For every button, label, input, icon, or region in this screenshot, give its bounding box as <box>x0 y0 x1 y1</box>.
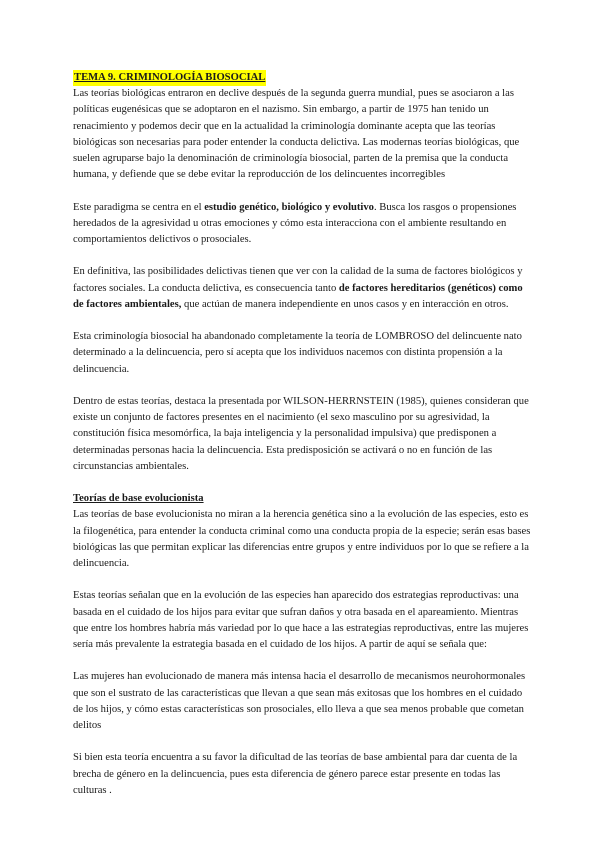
paragraph-strategies: Estas teorías señalan que en la evolución de las especies han aparecido dos estrategias reproductivas: una basada en el cuidado de los hijos para evitar que sufran daños y otra basada en el apareamiento. Mientras que entre los hombres habría más variedad por lo que hace a las estrategias reproductivas, entre las mujeres sería más prevalente la estrategia basada en el cuidado de los hijos. A partir de aquí se señala que: <box>73 590 529 651</box>
paragraph-factors-text-c: que actúan de manera independiente en unos casos y en interacción en otros. <box>181 298 509 310</box>
paragraph-factors-emphasis: de factores hereditarios (genéticos) como de factores ambientales, <box>73 282 523 310</box>
section-heading-evolutionist: Teorías de base evolucionista <box>73 493 204 505</box>
paragraph-intro: Las teorías biológicas entraron en declive después de la segunda guerra mundial, pues se asociaron a las políticas eugenésicas que se adoptaron en el nazismo. Sin embargo, a partir de 1975 han tenido un renacimiento y podemos decir que en la actualidad la criminología dominante acepta que las teorías biológicas son necesarias para poder entender la conducta delictiva. Las modernas teorías biológicas, que suelen agruparse bajo la denominación de criminología biosocial, parten de la premisa que la conducta humana, y defiende que se debe evitar la reproducción de los delincuentes incorregibles <box>73 88 520 181</box>
paragraph-evolutionist: Las teorías de base evolucionista no miran a la herencia genética sino a la evolución de las especies, esto es la filogenética, para entender la conducta criminal como una conducta propia de la especie; serán esas bases biológicas las que permitan explicar las diferencias entre grupos y entre individuos por lo que se refiere a la delincuencia. <box>73 509 531 570</box>
paragraph-factors-text-a: En definitiva, las posibilidades delictivas tienen que ver con la calidad de la suma de factores biológicos y factores sociales. La conducta delictiva, es consecuencia tanto <box>73 266 523 294</box>
paragraph-paradigm-emphasis: estudio genético, biológico y evolutivo <box>204 201 374 213</box>
paragraph-paradigm-text-c: . Busca los rasgos o propensiones heredados de la agresividad u otras emociones y cómo esta interacciona con el ambiente resultando en comportamientos delictivos o prosociales. <box>73 201 517 246</box>
paragraph-gender-gap: Si bien esta teoría encuentra a su favor la dificultad de las teorías de base ambiental para dar cuenta de la brecha de género en la delincuencia, pues esta diferencia de género parece estar presente en todas las culturas . <box>73 752 518 796</box>
paragraph-paradigm-text-a: Este paradigma se centra en el <box>73 201 205 213</box>
paragraph-wilson-herrnstein: Dentro de estas teorías, destaca la presentada por WILSON-HERRNSTEIN (1985), quienes consideran que existe un conjunto de factores presentes en el nacimiento (el sexo masculino por su agresividad, la constitución física mesomórfica, la baja inteligencia y la personalidad impulsiva) que predisponen a determinadas personas hacia la delincuencia. Esta predisposición se activará o no en función de las circunstancias ambientales. <box>73 396 529 472</box>
paragraph-paradigm <box>73 200 534 249</box>
paragraph-women: Las mujeres han evolucionado de manera más intensa hacia el desarrollo de mecanismos neurohormonales que son el sustrato de las características que llevan a que sean más exitosas que los hombres en el cuidado de los hijos, y cómo estas características son prosociales, ello lleva a que sea menos probable que cometan delitos <box>73 671 526 732</box>
paragraph-factors <box>73 264 534 313</box>
page-title: TEMA 9. CRIMINOLOGÍA BIOSOCIAL <box>73 70 266 86</box>
paragraph-lombroso: Esta criminología biosocial ha abandonado completamente la teoría de LOMBROSO del delincuente nato determinado a la delincuencia, pero sí acepta que los individuos nacemos con distinta propensión a la delincuencia. <box>73 331 522 375</box>
